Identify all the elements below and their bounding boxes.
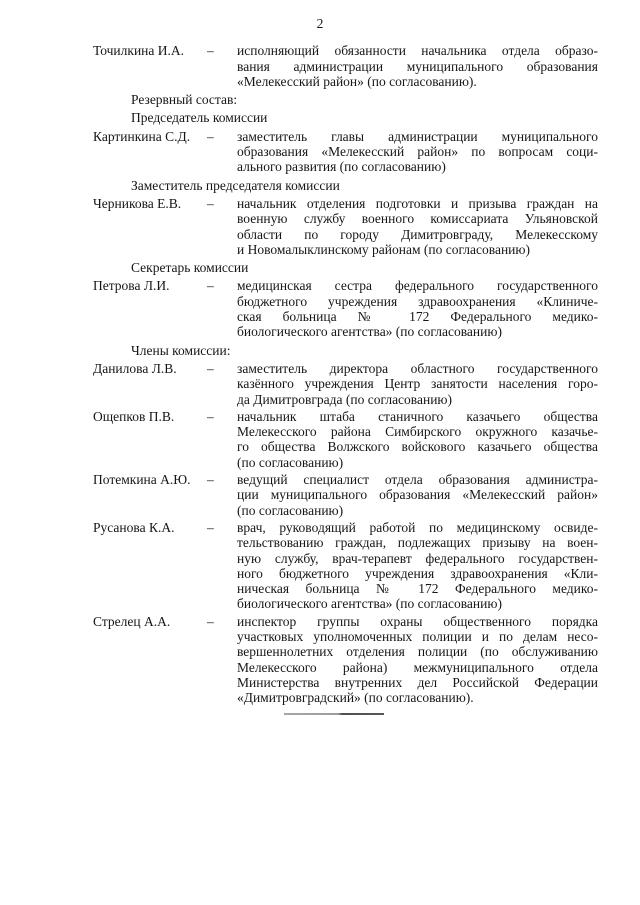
member-description xyxy=(237,614,598,706)
member-description xyxy=(237,361,598,407)
description-line: биологического агентства» (по согласованию) xyxy=(237,596,502,612)
entries xyxy=(0,43,640,705)
description-line: участковых уполномоченных полиции и по делам несо- xyxy=(237,628,598,644)
description-line: ального развития (по согласованию) xyxy=(237,159,446,175)
description-line: заместитель директора областного государственного xyxy=(237,360,598,376)
member-name: Точилкина И.А. xyxy=(93,43,185,59)
description-line: Мелекесского района) межмуниципального отдела xyxy=(237,659,598,675)
commission-member-row xyxy=(93,196,598,257)
description-line: тельствованию граждан, подлежащих призыву на воен- xyxy=(237,535,598,551)
commission-member-row xyxy=(93,278,598,339)
section-heading: Члены комиссии: xyxy=(131,342,231,358)
description-line: врач, руководящий работой по медицинскому освиде- xyxy=(237,519,598,535)
member-name: Стрелец А.А. xyxy=(93,613,171,629)
description-line: го общества Волжского войскового казачьего общества xyxy=(237,439,598,455)
description-line: инспектор группы охраны общественного порядка xyxy=(237,613,598,629)
dash-separator: – xyxy=(207,195,214,211)
description-line: (по согласованию) xyxy=(237,454,344,470)
member-description xyxy=(237,472,598,518)
member-description xyxy=(237,278,598,339)
description-line: ведущий специалист отдела образования администра- xyxy=(237,472,598,488)
description-line: медицинская сестра федерального государственного xyxy=(237,278,598,294)
section-heading: Заместитель председателя комиссии xyxy=(131,177,340,193)
member-name: Потемкина А.Ю. xyxy=(93,472,191,488)
description-line: исполняющий обязанности начальника отдела образо- xyxy=(237,43,598,59)
description-line: области по городу Димитровграду, Мелекесскому xyxy=(237,226,598,242)
description-line: заместитель главы администрации муниципального xyxy=(237,128,598,144)
member-description xyxy=(237,409,598,470)
member-name: Ощепков П.В. xyxy=(93,408,175,424)
dash-separator: – xyxy=(207,278,214,294)
member-name: Данилова Л.В. xyxy=(93,360,177,376)
page-number: 2 xyxy=(316,16,324,31)
dash-separator: – xyxy=(207,128,214,144)
description-line: ническая больница № 172 Федерального медико- xyxy=(237,581,598,597)
description-line: бюджетного учреждения здравоохранения «Клиниче- xyxy=(237,293,598,309)
description-line: (по согласованию) xyxy=(237,502,344,518)
description-line: Мелекесского района Симбирского окружного казачье- xyxy=(237,424,598,440)
dash-separator: – xyxy=(207,472,214,488)
description-line: начальник штаба станичного казачьего общества xyxy=(237,408,598,424)
dash-separator: – xyxy=(207,360,214,376)
commission-member-row xyxy=(93,129,598,175)
description-line: ская больница № 172 Федерального медико- xyxy=(237,309,598,325)
dash-separator: – xyxy=(207,408,214,424)
section-heading: Секретарь комиссии xyxy=(131,260,249,276)
description-line: и Новомалыклинскому районам (по согласованию) xyxy=(237,241,530,257)
commission-member-row xyxy=(93,472,598,518)
member-name: Картинкина С.Д. xyxy=(93,128,191,144)
section-heading: Резервный состав: xyxy=(131,92,238,108)
description-line: биологического агентства» (по согласованию) xyxy=(237,324,502,340)
dash-separator: – xyxy=(207,613,214,629)
description-line: ции муниципального образования «Мелекесский район» xyxy=(237,487,598,503)
description-line: Министерства внутренних дел Российской Федерации xyxy=(237,674,598,690)
member-description xyxy=(237,196,598,257)
description-line: вершеннолетних отделения полиции (по обслуживанию xyxy=(237,644,598,660)
commission-member-row xyxy=(93,361,598,407)
dash-separator: – xyxy=(207,43,214,59)
member-description xyxy=(237,520,598,612)
section-heading: Председатель комиссии xyxy=(131,110,268,126)
commission-member-row xyxy=(93,409,598,470)
description-line: да Димитровграда (по согласованию) xyxy=(237,391,453,407)
member-description xyxy=(237,129,598,175)
description-line: «Мелекесский район» (по согласованию). xyxy=(237,73,477,89)
dash-separator: – xyxy=(207,519,214,535)
description-line: ную службу, врач-терапевт федерального государствен- xyxy=(237,550,598,566)
description-line: начальник отделения подготовки и призыва граждан на xyxy=(237,195,598,211)
description-line: ного бюджетного учреждения здравоохранения «Кли- xyxy=(237,565,598,581)
member-name: Петрова Л.И. xyxy=(93,278,170,294)
footer-rule xyxy=(284,713,384,715)
description-line: вания администрации муниципального образования xyxy=(237,58,598,74)
commission-member-row xyxy=(93,614,598,706)
description-line: «Димитровградский» (по согласованию). xyxy=(237,690,474,706)
member-description xyxy=(237,43,598,89)
commission-member-row xyxy=(93,43,598,89)
commission-member-row xyxy=(93,520,598,612)
description-line: военную службу военного комиссариата Ульяновской xyxy=(237,211,598,227)
description-line: казённого учреждения Центр занятости населения горо- xyxy=(237,376,598,392)
description-line: образования «Мелекесский район» по вопросам соци- xyxy=(237,144,598,160)
member-name: Русанова К.А. xyxy=(93,519,175,535)
member-name: Черникова Е.В. xyxy=(93,195,182,211)
